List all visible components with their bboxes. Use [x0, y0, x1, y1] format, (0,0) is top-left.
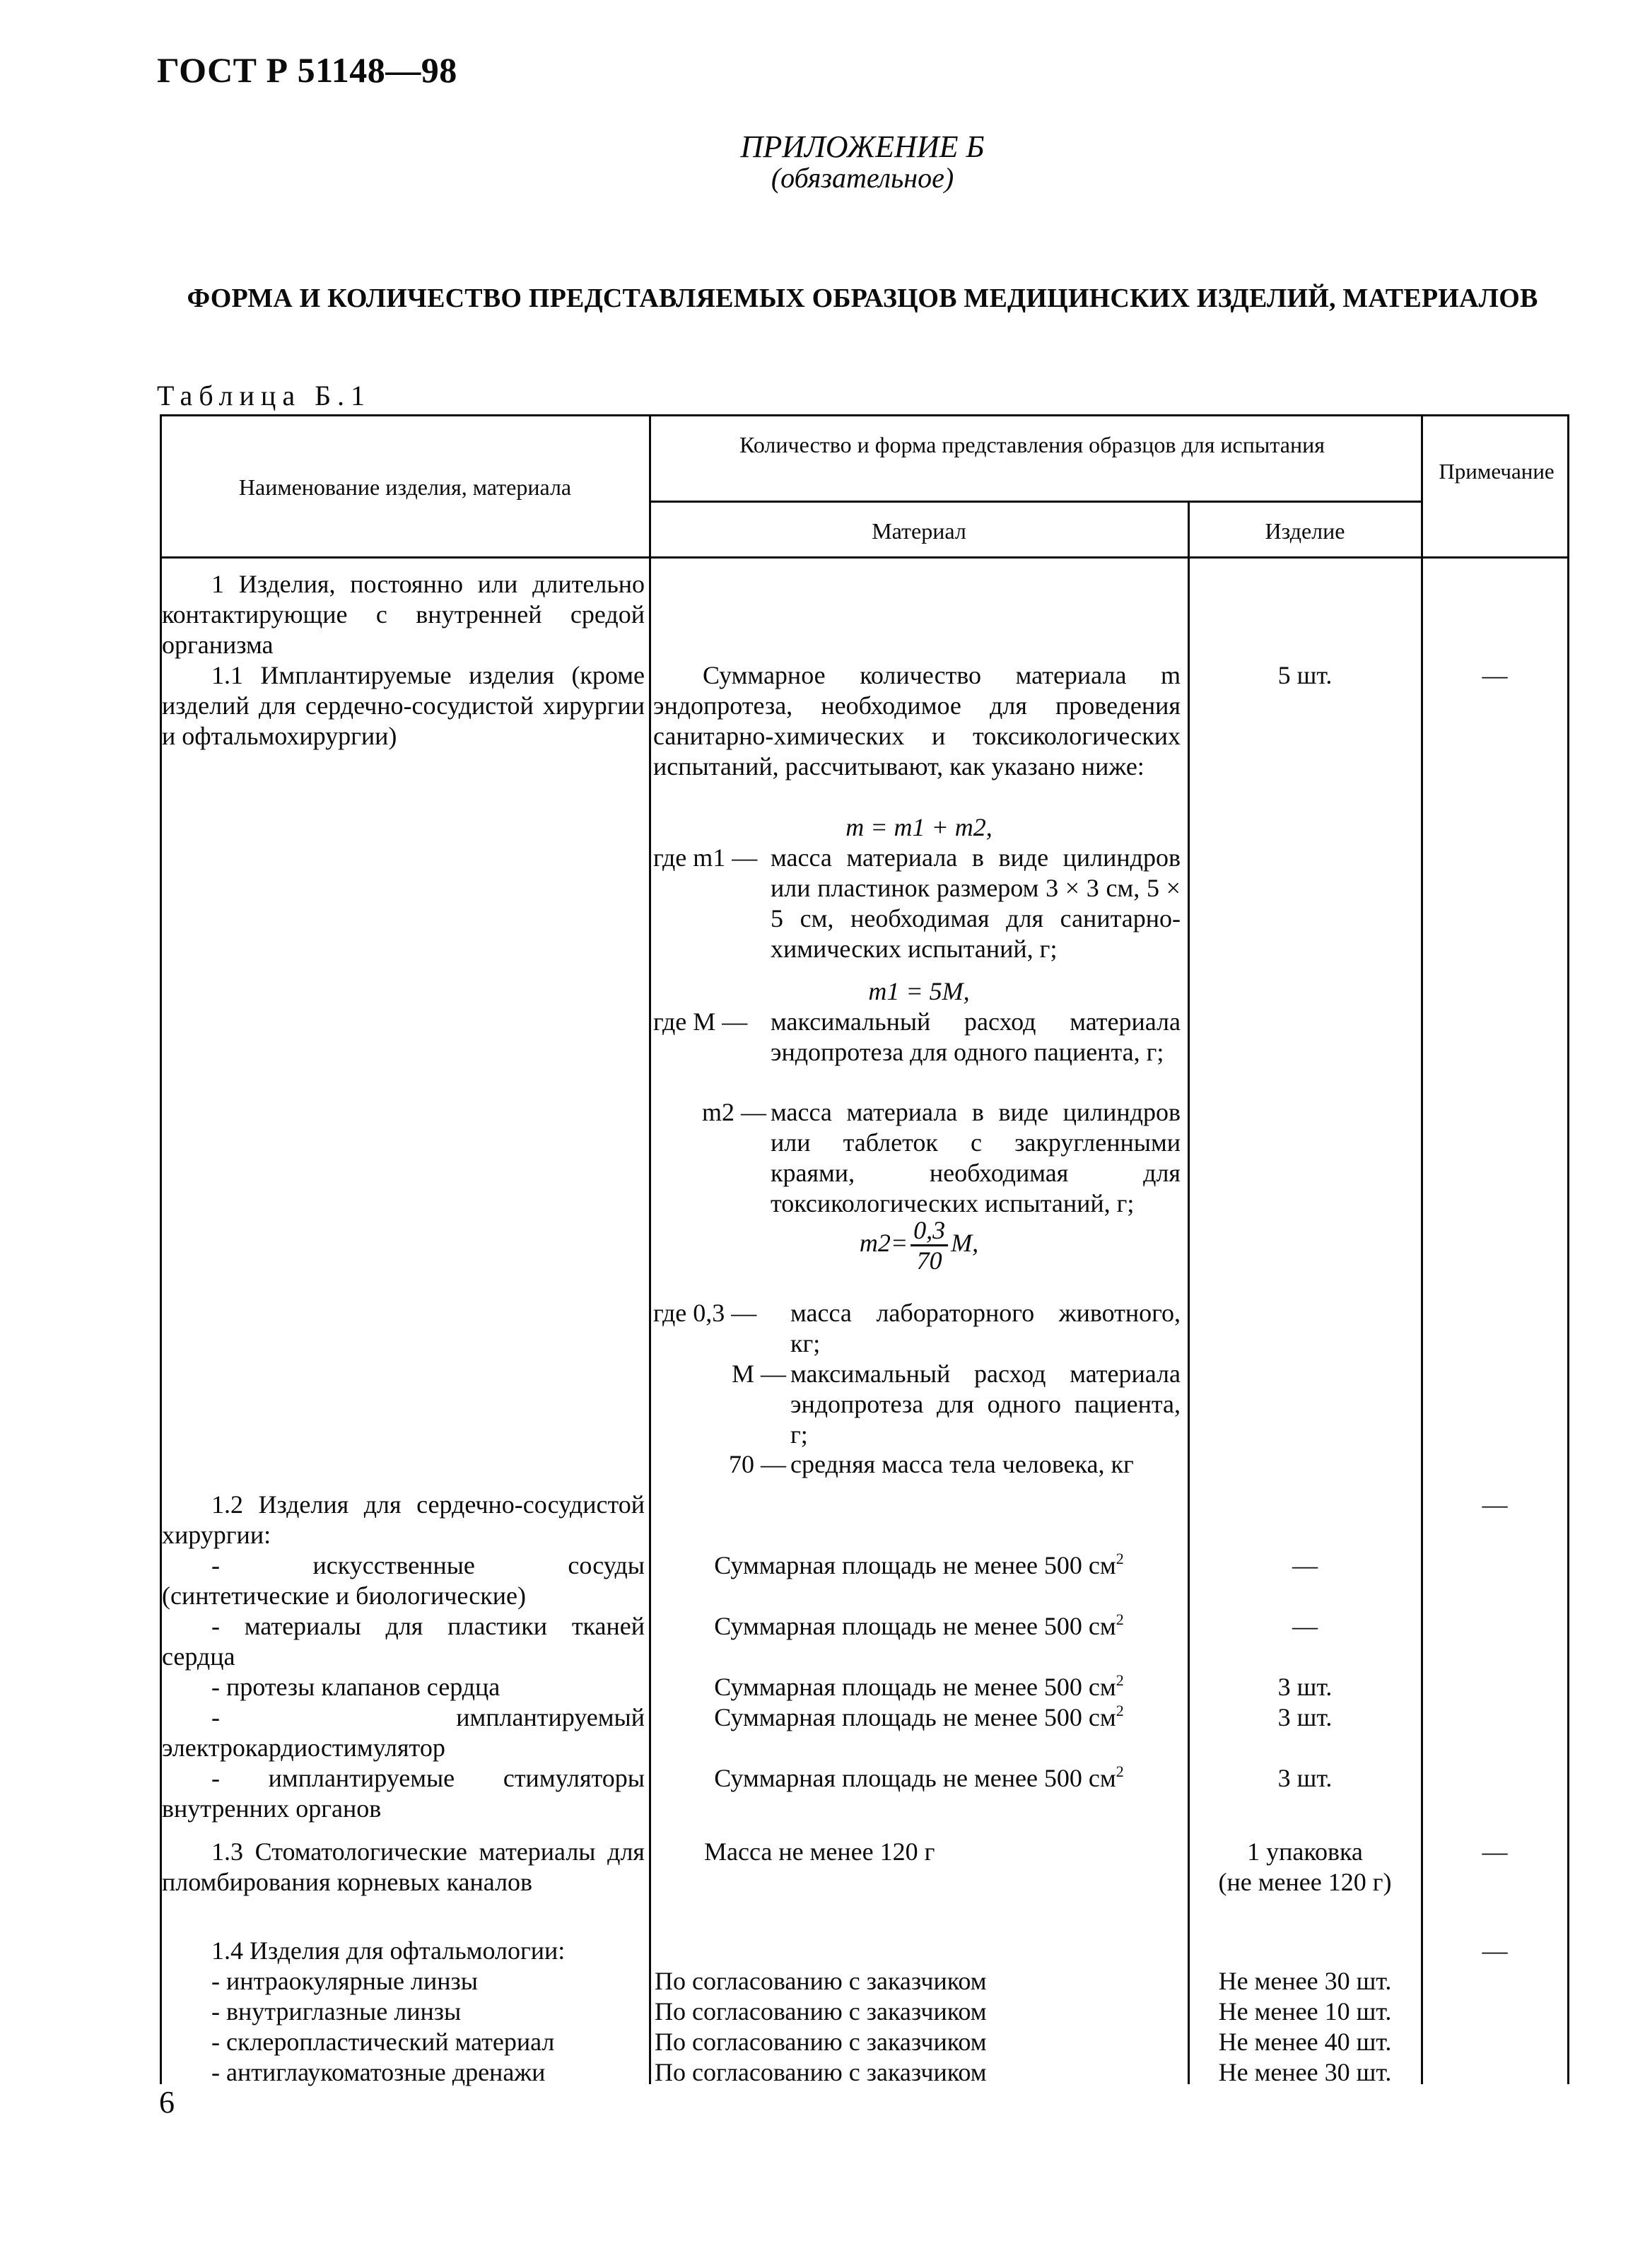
row-1-1-note: — [1482, 661, 1508, 689]
formula-m1: m1 = 5M, [868, 977, 970, 1005]
column-header-product: Изделие [1265, 518, 1345, 544]
legend-M2-text: максимальный расход материала эндопротеза для одного пациента, г; [790, 1360, 1181, 1449]
superscript: 2 [1116, 1702, 1124, 1719]
row-1-4-item-product: Не менее 40 шт. [1218, 2028, 1392, 2056]
row-1-4-item-material: По согласованию с заказчиком [655, 2058, 987, 2086]
row-1-2-item-material [651, 1702, 1187, 1733]
row-1-4-item-name: - склеропластический материал [211, 2028, 555, 2056]
row-1-2-item-name: - имплантируемый электрокардиостимулятор [162, 1703, 645, 1762]
row-1-3-note: — [1482, 1837, 1508, 1866]
legend-M-text: максимальный расход материала эндопротеза для одного пациента, г; [771, 1007, 1181, 1066]
legend-weight-text: масса лабораторного животного, кг; [790, 1299, 1181, 1357]
formula-m2-numerator: 0,3 [911, 1216, 948, 1246]
row-1-3-material: Масса не менее 120 г [704, 1837, 935, 1866]
formula-m2-fraction [911, 1216, 948, 1275]
row-1-3-product-line-2: (не менее 120 г) [1218, 1868, 1392, 1896]
row-1-2-item-material [651, 1611, 1187, 1642]
superscript: 2 [1116, 1671, 1124, 1689]
material-text: Суммарная площадь не менее 500 см [714, 1703, 1116, 1731]
row-1-4-item-name: - интраокулярные линзы [211, 1967, 478, 1995]
superscript: 2 [1116, 1763, 1124, 1780]
material-text: Суммарная площадь не менее 500 см [714, 1612, 1116, 1640]
row-1-1-product: 5 шт. [1277, 661, 1333, 689]
row-1-name: 1 Изделия, постоянно или длительно контактирующие с внутренней средой организма [162, 570, 645, 659]
legend-height-text: средняя масса тела человека, кг [790, 1450, 1134, 1478]
row-1-2-item-name: - протезы клапанов сердца [211, 1673, 500, 1701]
page-number: 6 [159, 2085, 175, 2120]
column-header-name: Наименование изделия, материала [238, 474, 572, 500]
row-1-1-name: 1.1 Имплантируемые изделия (кроме изделий для сердечно-сосудистой хирургии и офтальмохирургии) [162, 661, 645, 750]
legend-M-label: где M — [653, 1007, 748, 1036]
appendix-title: ПРИЛОЖЕНИЕ Б [740, 129, 985, 164]
row-1-4-item-material: По согласованию с заказчиком [655, 2028, 987, 2056]
legend-M2-label: M — [731, 1360, 786, 1388]
material-text: Суммарная площадь не менее 500 см [714, 1551, 1116, 1579]
formula-m2-denominator: 70 [916, 1246, 942, 1275]
appendix-subtitle: (обязательное) [771, 162, 954, 194]
main-title: ФОРМА И КОЛИЧЕСТВО ПРЕДСТАВЛЯЕМЫХ ОБРАЗЦОВ МЕДИЦИНСКИХ ИЗДЕЛИЙ, МАТЕРИАЛОВ [187, 284, 1538, 313]
row-1-4-item-product: Не менее 30 шт. [1218, 2058, 1392, 2086]
superscript: 2 [1116, 1611, 1124, 1628]
row-1-4-note: — [1482, 1936, 1508, 1965]
row-1-2-item-product: 3 шт. [1277, 1673, 1333, 1701]
row-1-4-item-product: Не менее 30 шт. [1218, 1967, 1392, 1995]
row-1-2-item-material [651, 1672, 1187, 1702]
table-label: Таблица Б.1 [157, 380, 372, 411]
row-1-2-item-product: 3 шт. [1277, 1703, 1333, 1731]
material-text: Суммарная площадь не менее 500 см [714, 1764, 1116, 1792]
legend-height-label: 70 — [729, 1450, 786, 1478]
row-1-2-item-name: - искусственные сосуды (синтетические и биологические) [162, 1551, 645, 1610]
row-1-4-item-material: По согласованию с заказчиком [655, 1997, 987, 2026]
row-1-2-item-name: - имплантируемые стимуляторы внутренних органов [162, 1764, 645, 1823]
row-1-4-item-name: - внутриглазные линзы [211, 1997, 462, 2026]
material-text: Суммарная площадь не менее 500 см [714, 1673, 1116, 1701]
row-1-2-item-material [651, 1763, 1187, 1794]
row-1-4-item-product: Не менее 10 шт. [1218, 1997, 1392, 2026]
legend-m1-label: где m1 — [653, 843, 758, 872]
formula-m2 [651, 1216, 1187, 1275]
row-1-2-note: — [1482, 1490, 1508, 1519]
row-1-4-item-name: - антиглаукоматозные дренажи [211, 2058, 546, 2086]
legend-m2-text: масса материала в виде цилиндров или таблеток с закругленными краями, необходимая для токсикологических испытаний, г; [771, 1098, 1181, 1217]
formula-m: m = m1 + m2, [845, 813, 993, 841]
row-1-2-item-product: — [1292, 1612, 1318, 1640]
row-1-2-item-material [651, 1550, 1187, 1581]
formula-m2-right: M, [951, 1228, 979, 1257]
row-1-3-product-line-1: 1 упаковка [1247, 1837, 1363, 1866]
column-header-quantity-form: Количество и форма представления образцов для испытания [739, 432, 1325, 457]
formula-m2-left: m2= [859, 1228, 908, 1257]
row-1-3-name: 1.3 Стоматологические материалы для пломбирования корневых каналов [162, 1837, 645, 1896]
row-1-4-item-material: По согласованию с заказчиком [655, 1967, 987, 1995]
row-1-4-name: 1.4 Изделия для офтальмологии: [211, 1936, 566, 1965]
column-header-note: Примечание [1439, 459, 1555, 484]
row-1-2-item-product: 3 шт. [1277, 1764, 1333, 1792]
superscript: 2 [1116, 1550, 1124, 1567]
column-header-material: Материал [872, 518, 966, 544]
row-1-2-name: 1.2 Изделия для сердечно-сосудистой хирургии: [162, 1490, 645, 1549]
row-1-2-item-product: — [1292, 1551, 1318, 1579]
legend-m2-label: m2 — [701, 1098, 766, 1126]
legend-weight-label: где 0,3 — [653, 1299, 757, 1327]
row-1-1-material-intro: Суммарное количество материала m эндопротеза, необходимое для проведения санитарно-химических и токсикологических испытаний, рассчитывают, как указано ниже: [653, 661, 1181, 781]
legend-m1-text: масса материала в виде цилиндров или пластинок размером 3 × 3 см, 5 × 5 см, необходимая для санитарно-химических испытаний, г; [771, 843, 1181, 963]
document-number: ГОСТ Р 51148—98 [157, 50, 457, 90]
row-1-2-item-name: - материалы для пластики тканей сердца [162, 1612, 645, 1671]
